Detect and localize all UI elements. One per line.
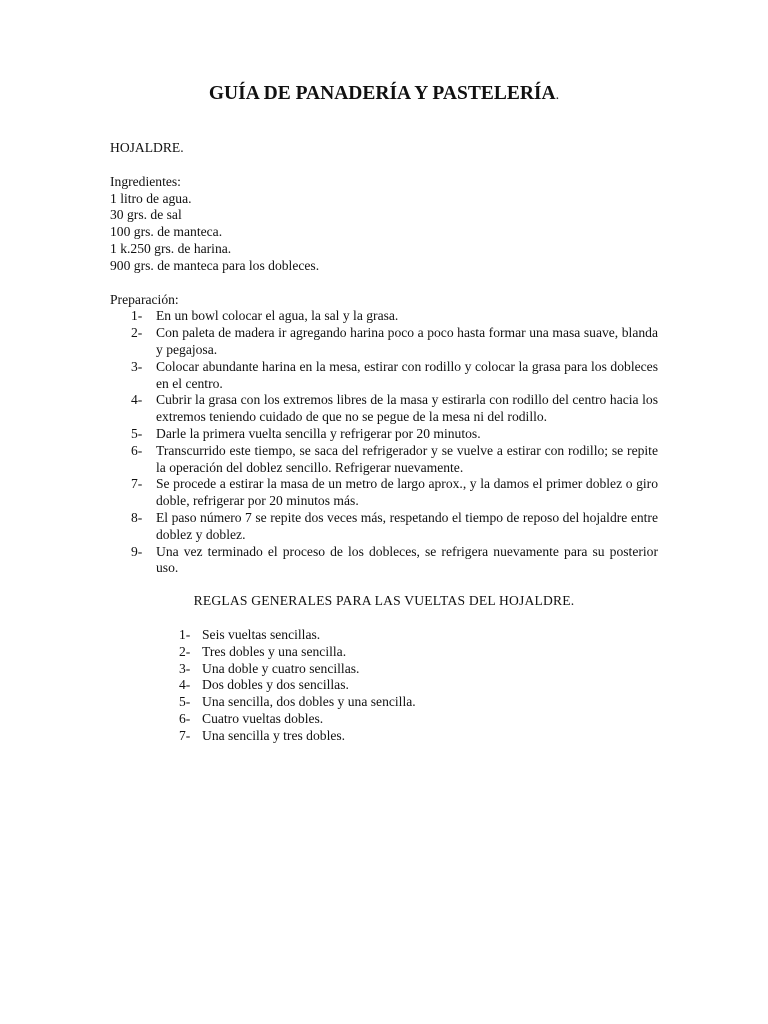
preparation-label: Preparación:: [110, 291, 179, 307]
step-item: [110, 359, 658, 393]
rule-number: 4-: [179, 677, 191, 693]
step-number: 8-: [131, 509, 143, 525]
step-number: 2-: [131, 325, 143, 341]
ingredients-label: Ingredientes:: [110, 173, 181, 189]
rule-number: 5-: [179, 694, 191, 710]
rule-item: [110, 694, 658, 711]
ingredient-item: 100 grs. de manteca.: [110, 224, 223, 240]
step-item: [110, 392, 658, 426]
rule-text: Cuatro vueltas dobles.: [202, 710, 324, 726]
step-item: [110, 476, 658, 510]
rule-text: Una doble y cuatro sencillas.: [202, 660, 360, 676]
rule-item: [110, 677, 658, 694]
ingredient-item: 1 k.250 grs. de harina.: [110, 240, 232, 256]
step-number: 6-: [131, 442, 143, 458]
rule-text: Tres dobles y una sencilla.: [202, 643, 347, 659]
step-text: Transcurrido este tiempo, se saca del refrigerador y se vuelve a estirar con rodillo; se repite la operación del doblez sencillo. Refrigerar nuevamente.: [156, 442, 658, 475]
rule-number: 1-: [179, 626, 191, 642]
rule-text: Una sencilla, dos dobles y una sencilla.: [202, 694, 416, 710]
rule-item: [110, 711, 658, 728]
document-page: [110, 82, 658, 745]
rule-item: [110, 661, 658, 678]
page-title-text: GUÍA DE PANADERÍA Y PASTELERÍA: [208, 83, 556, 104]
ingredients-block: [110, 174, 658, 275]
step-text: Se procede a estirar la masa de un metro de largo aprox., y la damos el primer doblez o giro doble, refrigerar por 20 minutos más.: [156, 476, 658, 509]
step-number: 4-: [131, 392, 143, 408]
rule-number: 7-: [179, 727, 191, 743]
rules-title: REGLAS GENERALES PARA LAS VUELTAS DEL HOJALDRE.: [193, 593, 575, 609]
section-name: HOJALDRE.: [110, 140, 184, 155]
step-item: [110, 510, 658, 544]
rule-text: Seis vueltas sencillas.: [202, 626, 321, 642]
preparation-steps: [110, 308, 658, 577]
rule-text: Dos dobles y dos sencillas.: [202, 677, 349, 693]
step-item: [110, 544, 658, 578]
rule-item: [110, 644, 658, 661]
rules-list: [110, 627, 658, 745]
rule-item: [110, 728, 658, 745]
step-item: [110, 325, 658, 359]
page-title: [110, 82, 658, 108]
step-number: 5-: [131, 425, 143, 441]
step-text: En un bowl colocar el agua, la sal y la grasa.: [156, 308, 399, 324]
step-number: 3-: [131, 358, 143, 374]
step-text: El paso número 7 se repite dos veces más, respetando el tiempo de reposo del hojaldre entre doblez y doblez.: [156, 509, 658, 542]
step-text: Con paleta de madera ir agregando harina poco a poco hasta formar una masa suave, blanda y pegajosa.: [156, 325, 658, 357]
rule-text: Una sencilla y tres dobles.: [202, 727, 346, 743]
rule-number: 2-: [179, 643, 191, 659]
ingredient-item: 30 grs. de sal: [110, 207, 182, 223]
ingredient-item: 900 grs. de manteca para los dobleces.: [110, 257, 320, 273]
step-text: Una vez terminado el proceso de los dobleces, se refrigera nuevamente para su posterior uso.: [156, 543, 658, 576]
step-number: 1-: [131, 308, 143, 324]
step-text: Darle la primera vuelta sencilla y refrigerar por 20 minutos.: [156, 425, 481, 441]
rule-item: [110, 627, 658, 644]
step-item: [110, 426, 658, 443]
step-number: 7-: [131, 476, 143, 492]
page-title-period: .: [555, 88, 560, 103]
step-number: 9-: [131, 543, 143, 559]
rule-number: 3-: [179, 660, 191, 676]
step-text: Cubrir la grasa con los extremos libres de la masa y estirarla con rodillo del centro hacia los extremos teniendo cuidado de que no se pegue de la mesa ni del rodillo.: [156, 392, 658, 425]
ingredient-item: 1 litro de agua.: [110, 190, 192, 206]
rule-number: 6-: [179, 710, 191, 726]
step-text: Colocar abundante harina en la mesa, estirar con rodillo y colocar la grasa para los dobleces en el centro.: [156, 358, 658, 391]
step-item: [110, 308, 658, 325]
step-item: [110, 443, 658, 477]
